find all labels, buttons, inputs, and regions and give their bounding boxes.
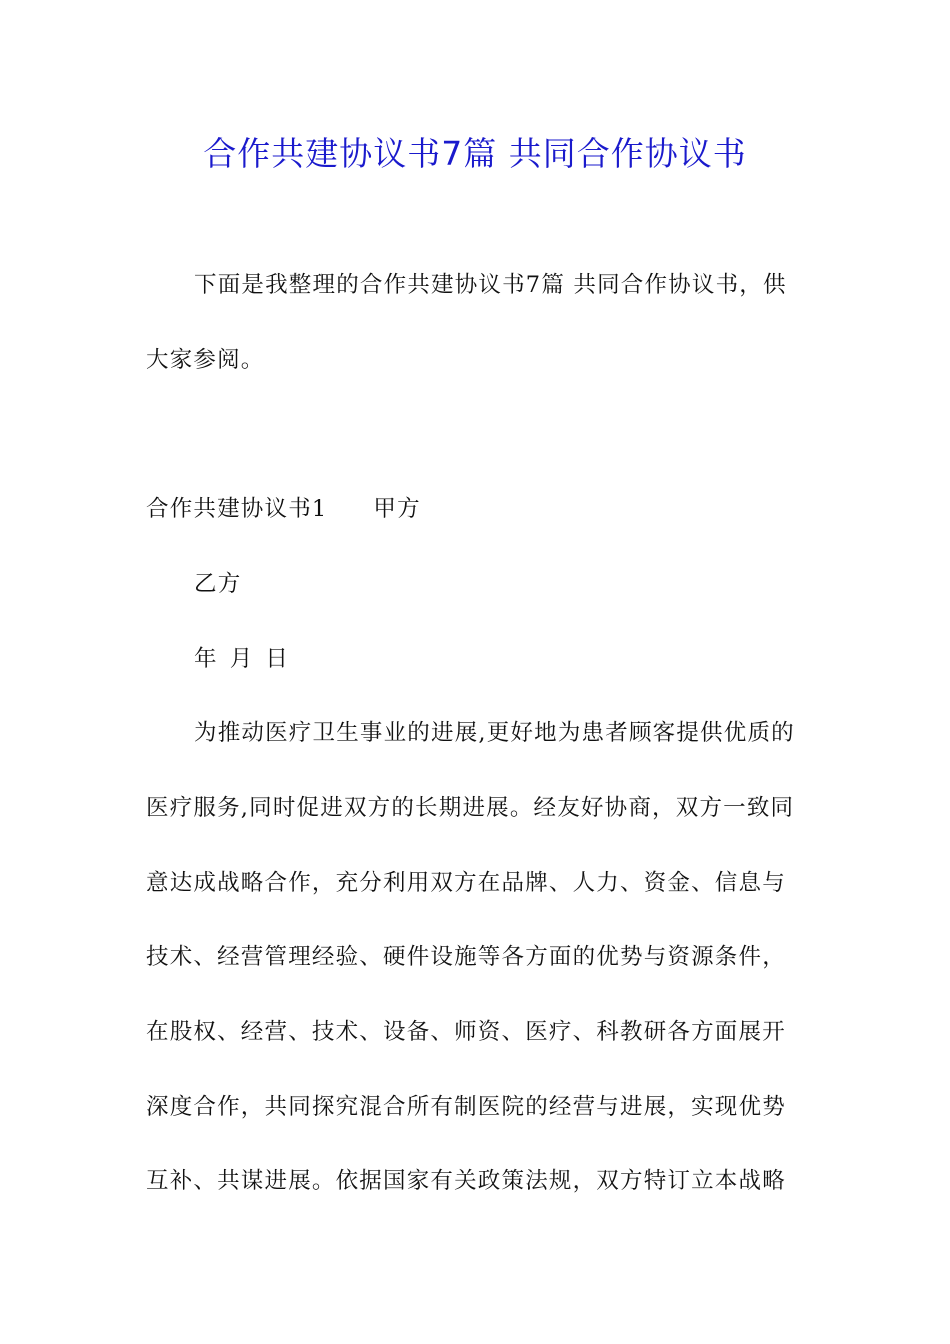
body-line-6: 深度合作，共同探究混合所有制医院的经营与进展，实现优势 (146, 1094, 786, 1120)
party-a-label: 甲方 (373, 496, 421, 522)
party-b-label: 乙方 (194, 571, 242, 597)
intro-line-1: 下面是我整理的合作共建协议书7篇 共同合作协议书，供 (194, 272, 787, 298)
intro-line-2: 大家参阅。 (146, 347, 265, 373)
date-row (194, 642, 854, 676)
body-line-5: 在股权、经营、技术、设备、师资、医疗、科教研各方面展开 (146, 1019, 786, 1045)
document-title: 合作共建协议书7篇 共同合作协议书 (203, 134, 747, 173)
date-day: 日 (265, 646, 290, 672)
body-line-3: 意达成战略合作，充分利用双方在品牌、人力、资金、信息与 (146, 870, 786, 896)
body-line-2: 医疗服务,同时促进双方的长期进展。经友好协商，双方一致同 (146, 795, 795, 821)
date-month: 月 (229, 646, 254, 672)
section-heading: 合作共建协议书1 (146, 496, 328, 522)
section-heading-row (146, 492, 806, 526)
body-line-7: 互补、共谋进展。依据国家有关政策法规，双方特订立本战略 (146, 1168, 786, 1194)
body-line-4: 技术、经营管理经验、硬件设施等各方面的优势与资源条件， (146, 944, 786, 970)
date-year: 年 (194, 646, 218, 672)
body-line-1: 为推动医疗卫生事业的进展,更好地为患者顾客提供优质的 (194, 720, 795, 746)
